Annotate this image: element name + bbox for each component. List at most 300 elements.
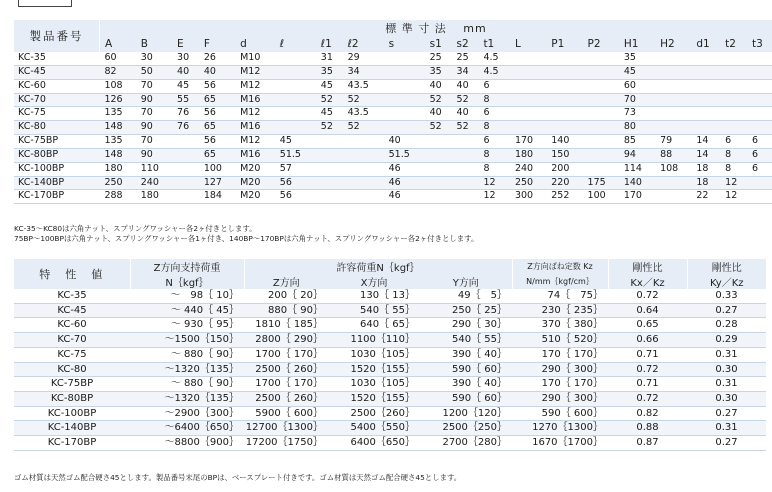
value-cell: 0.27 [687, 303, 766, 318]
dimension-cell: 25 [452, 52, 479, 65]
dimension-cell: 45 [316, 107, 343, 121]
product-number-cell: KC-75BP [14, 377, 130, 392]
value-cell: 590｛ 60｝ [420, 391, 512, 406]
value-cell: 590｛ 60｝ [420, 362, 512, 377]
dimension-cell: 250 [510, 176, 546, 190]
dimension-cell: 70 [136, 79, 172, 93]
dimension-cell: 252 [546, 190, 582, 204]
dimension-cell: 170 [619, 190, 655, 204]
dimension-cell: 57 [275, 162, 316, 176]
dim-column-header: E [172, 36, 199, 52]
value-cell: 390｛ 40｝ [420, 377, 512, 392]
dimension-cell: 288 [99, 190, 135, 204]
dimension-cell [583, 148, 619, 162]
table-row [14, 79, 772, 93]
table-row [14, 391, 766, 406]
dimension-cell [546, 52, 582, 65]
dimension-cell [691, 121, 720, 135]
dimension-cell: M20 [235, 162, 275, 176]
dimension-cell: 60 [99, 52, 135, 65]
dimension-cell [452, 176, 479, 190]
dimension-cell: 56 [275, 190, 316, 204]
value-cell: 0.88 [608, 421, 687, 436]
dimension-cell: 6 [478, 79, 510, 93]
dimension-cell: 170 [510, 135, 546, 149]
table-row [14, 362, 766, 377]
dimension-cell [747, 190, 772, 204]
dimension-cell [747, 93, 772, 107]
dimension-cell: 40 [425, 79, 452, 93]
dimension-cell [747, 121, 772, 135]
value-cell: 0.72 [608, 362, 687, 377]
spring-constant-header: Z方向ばね定数 Kz [512, 259, 608, 274]
value-cell: 0.82 [608, 406, 687, 421]
value-cell: 590｛ 600｝ [512, 406, 608, 421]
dimension-cell: 100 [199, 162, 235, 176]
dimension-cell: 34 [452, 65, 479, 79]
dimension-cell: 70 [136, 107, 172, 121]
dimension-cell [583, 65, 619, 79]
value-cell: ～ 880｛ 90｝ [130, 347, 244, 362]
dimension-cell: 175 [583, 176, 619, 190]
dimension-cell [583, 79, 619, 93]
value-cell: 0.66 [608, 333, 687, 348]
dimension-cell: 40 [172, 65, 199, 79]
dimension-cell [583, 121, 619, 135]
product-number-cell: KC-35 [14, 289, 130, 303]
dimension-cell: 8 [720, 148, 747, 162]
value-cell: ～ 98｛ 10｝ [130, 289, 244, 303]
dimension-cell [583, 52, 619, 65]
dimension-cell [655, 79, 691, 93]
value-cell: ～6400｛650｝ [130, 421, 244, 436]
dim-column-header: H1 [619, 36, 655, 52]
dimension-cell: 52 [452, 93, 479, 107]
dimension-cell: 46 [384, 176, 425, 190]
product-number-cell: KC-75 [14, 107, 99, 121]
ky-kz-header: Ky／Kz [687, 274, 766, 289]
dimension-cell: 56 [199, 79, 235, 93]
value-cell: 540｛ 55｝ [420, 333, 512, 348]
load-characteristics-table [14, 259, 766, 451]
allowable-load-header: 許容荷重N｛kgf｝ [244, 259, 512, 274]
dimension-cell [655, 52, 691, 65]
dimension-cell [747, 79, 772, 93]
value-cell: 0.28 [687, 318, 766, 333]
dimension-cell: 6 [720, 135, 747, 149]
dimension-cell [546, 79, 582, 93]
dimension-cell: 65 [199, 148, 235, 162]
dimension-cell: 150 [546, 148, 582, 162]
dimension-cell: 12 [720, 176, 747, 190]
dimension-cell: 79 [655, 135, 691, 149]
dimension-cell [655, 65, 691, 79]
dimension-cell [384, 107, 425, 121]
dimension-cell: 127 [199, 176, 235, 190]
product-number-cell: KC-100BP [14, 162, 99, 176]
dimension-cell: 240 [136, 176, 172, 190]
dimension-cell [316, 135, 343, 149]
value-cell: 2800｛ 290｝ [244, 333, 328, 348]
dimension-cell [172, 176, 199, 190]
value-cell: 2500｛ 260｝ [244, 362, 328, 377]
value-cell: 2500｛ 260｝ [244, 391, 328, 406]
value-cell: 0.33 [687, 289, 766, 303]
value-cell: 17200｛1750｝ [244, 436, 328, 451]
value-cell: ～1320｛135｝ [130, 391, 244, 406]
dimension-cell [384, 93, 425, 107]
dimension-cell: 40 [452, 107, 479, 121]
dimension-cell [691, 65, 720, 79]
spring-constant-unit: N/mm｛kgf/cm｝ [512, 274, 608, 289]
dimension-cell: 148 [99, 121, 135, 135]
table-row [14, 162, 772, 176]
value-cell: 5400｛550｝ [328, 421, 420, 436]
dimension-cell: 43.5 [343, 79, 384, 93]
value-cell: ～2900｛300｝ [130, 406, 244, 421]
value-cell: 0.31 [687, 421, 766, 436]
product-number-cell: KC-140BP [14, 176, 99, 190]
product-number-cell: KC-60 [14, 318, 130, 333]
table-row [14, 190, 772, 204]
allowable-y-header: Y方向 [420, 274, 512, 289]
dimension-cell [275, 121, 316, 135]
dimension-cell: 40 [452, 79, 479, 93]
table-row [14, 436, 766, 451]
table-row [14, 333, 766, 348]
dimension-cell [172, 162, 199, 176]
value-cell: 1810｛ 185｝ [244, 318, 328, 333]
dimension-cell: 40 [425, 107, 452, 121]
dimension-cell: 22 [691, 190, 720, 204]
dimension-cell: 6 [478, 107, 510, 121]
dimension-cell: 6 [747, 135, 772, 149]
dimension-cell: 94 [619, 148, 655, 162]
dim-column-header: P1 [546, 36, 582, 52]
dim-column-header: t3 [747, 36, 772, 52]
dimension-cell: 135 [99, 107, 135, 121]
dimension-cell: 52 [343, 93, 384, 107]
dimension-cell: 6 [478, 135, 510, 149]
dimension-cell: M20 [235, 190, 275, 204]
dimension-cell [510, 107, 546, 121]
value-cell: 74｛ 75｝ [512, 289, 608, 303]
product-number-cell: KC-45 [14, 65, 99, 79]
dimension-cell [720, 107, 747, 121]
value-cell: ～ 880｛ 90｝ [130, 377, 244, 392]
table-row [14, 107, 772, 121]
value-cell: 0.87 [608, 436, 687, 451]
dimension-cell: 52 [425, 93, 452, 107]
dimension-cell: 73 [619, 107, 655, 121]
dimension-cell [546, 107, 582, 121]
standard-dimensions-header: 標 準 寸 法 mm [99, 20, 772, 36]
dimension-cell: M16 [235, 93, 275, 107]
dimension-cell [452, 148, 479, 162]
dimension-cell [510, 93, 546, 107]
value-cell: 0.72 [608, 391, 687, 406]
dimension-cell: 55 [172, 93, 199, 107]
value-cell: 12700｛1300｝ [244, 421, 328, 436]
dimension-cell: 180 [99, 162, 135, 176]
dimension-cell: 140 [619, 176, 655, 190]
dimension-cell: 52 [425, 121, 452, 135]
value-cell: 1700｛ 170｝ [244, 347, 328, 362]
dimension-cell: 52 [452, 121, 479, 135]
dimension-cell [747, 107, 772, 121]
dimension-cell: 250 [99, 176, 135, 190]
dimension-cell [425, 135, 452, 149]
dimension-cell [275, 93, 316, 107]
dimension-cell: 52 [316, 121, 343, 135]
value-cell: 1030｛105｝ [328, 347, 420, 362]
dimension-cell [343, 148, 384, 162]
dimension-cell: 6 [747, 162, 772, 176]
stiffness-ratio-x-header: 剛性比 [608, 259, 687, 274]
dimension-cell: 46 [384, 190, 425, 204]
dim-column-header: A [99, 36, 135, 52]
value-cell: ～ 930｛ 95｝ [130, 318, 244, 333]
dimension-cell [583, 107, 619, 121]
dimension-cell: 300 [510, 190, 546, 204]
dimension-cell [425, 176, 452, 190]
dimension-cell [720, 121, 747, 135]
dimension-cell [384, 65, 425, 79]
product-number-cell: KC-140BP [14, 421, 130, 436]
product-number-cell: KC-60 [14, 79, 99, 93]
product-number-cell: KC-70 [14, 93, 99, 107]
value-cell: 1100｛110｝ [328, 333, 420, 348]
dimension-cell: 4.5 [478, 65, 510, 79]
value-cell: 1270｛1300｝ [512, 421, 608, 436]
dim-column-header: P2 [583, 36, 619, 52]
value-cell: 0.29 [687, 333, 766, 348]
dimension-cell: 180 [510, 148, 546, 162]
dimension-cell [546, 65, 582, 79]
value-cell: 390｛ 40｝ [420, 347, 512, 362]
value-cell: 0.30 [687, 391, 766, 406]
dimension-cell: 65 [199, 121, 235, 135]
value-cell: 1200｛120｝ [420, 406, 512, 421]
value-cell: 200｛ 20｝ [244, 289, 328, 303]
dimension-cell: 12 [720, 190, 747, 204]
dimension-cell: 56 [275, 176, 316, 190]
dimension-cell: 88 [655, 148, 691, 162]
dimension-cell: 29 [343, 52, 384, 65]
column-header-row [14, 36, 772, 52]
dim-column-header: d [235, 36, 275, 52]
dimension-cell [655, 190, 691, 204]
dimension-cell [691, 107, 720, 121]
value-cell: 5900｛ 600｝ [244, 406, 328, 421]
dimension-cell: 65 [199, 93, 235, 107]
dimension-cell: 180 [136, 190, 172, 204]
stiffness-ratio-y-header: 剛性比 [687, 259, 766, 274]
dimension-cell: 8 [478, 93, 510, 107]
dimension-cell [655, 121, 691, 135]
dimension-cell [425, 148, 452, 162]
dimension-cell [275, 79, 316, 93]
dimension-cell: 51.5 [275, 148, 316, 162]
dimension-cell [510, 52, 546, 65]
value-cell: 0.71 [608, 377, 687, 392]
product-number-cell: KC-100BP [14, 406, 130, 421]
value-cell: ～8800｛900｝ [130, 436, 244, 451]
dimension-cell [343, 135, 384, 149]
table-row [14, 176, 772, 190]
value-cell: 0.64 [608, 303, 687, 318]
dimension-cell: 14 [691, 148, 720, 162]
dimension-cell [583, 135, 619, 149]
dimension-cell: 85 [619, 135, 655, 149]
dim-column-header: B [136, 36, 172, 52]
value-cell: 0.65 [608, 318, 687, 333]
dimension-cell [172, 135, 199, 149]
value-cell: 0.31 [687, 377, 766, 392]
dimension-cell [452, 190, 479, 204]
value-cell: 290｛ 300｝ [512, 391, 608, 406]
table-row [14, 289, 766, 303]
value-cell: 540｛ 55｝ [328, 303, 420, 318]
product-number-cell: KC-80 [14, 121, 99, 135]
dimensions-note-line-1: KC-35～KC80は六角ナット、スプリングワッシャー各2ヶ付きとします。 [14, 224, 257, 233]
dimension-cell [655, 176, 691, 190]
dimension-cell: 8 [478, 121, 510, 135]
dimension-cell: 90 [136, 148, 172, 162]
table-row [14, 406, 766, 421]
dimension-cell [172, 148, 199, 162]
dimension-cell: 8 [720, 162, 747, 176]
table-row [14, 135, 772, 149]
dimension-cell: 51.5 [384, 148, 425, 162]
dimension-cell: 52 [316, 93, 343, 107]
value-cell: 640｛ 65｝ [328, 318, 420, 333]
value-cell: 290｛ 30｝ [420, 318, 512, 333]
dimension-cell: 45 [172, 79, 199, 93]
kx-kz-header: Kx／Kz [608, 274, 687, 289]
dimension-cell: 110 [136, 162, 172, 176]
dim-column-header: t1 [478, 36, 510, 52]
dimension-cell [655, 93, 691, 107]
product-number-cell: KC-70 [14, 333, 130, 348]
dimension-cell: 148 [99, 148, 135, 162]
dimension-cell [583, 162, 619, 176]
dimension-cell: 60 [619, 79, 655, 93]
dimension-cell: 12 [478, 176, 510, 190]
product-number-cell: KC-75BP [14, 135, 99, 149]
dimension-cell: 45 [619, 65, 655, 79]
dim-column-header: t2 [720, 36, 747, 52]
dim-column-header: d1 [691, 36, 720, 52]
dimension-cell: 8 [478, 148, 510, 162]
value-cell: 1520｛155｝ [328, 391, 420, 406]
dimension-cell: 35 [619, 52, 655, 65]
dimension-cell: 18 [691, 162, 720, 176]
table-row [14, 421, 766, 436]
table-row [14, 318, 766, 333]
dimension-cell: 184 [199, 190, 235, 204]
dimension-cell [720, 65, 747, 79]
value-cell: 0.72 [608, 289, 687, 303]
dimension-cell: 34 [343, 65, 384, 79]
dimension-cell [384, 79, 425, 93]
table-row [14, 303, 766, 318]
product-number-cell: KC-45 [14, 303, 130, 318]
dimension-cell: 240 [510, 162, 546, 176]
dimension-cell [452, 162, 479, 176]
dimension-cell [691, 52, 720, 65]
dimension-cell: M12 [235, 65, 275, 79]
value-cell: 49｛ 5｝ [420, 289, 512, 303]
dimension-cell [720, 79, 747, 93]
table-row [14, 148, 772, 162]
dimension-cell [316, 148, 343, 162]
z-support-load-unit: N｛kgf｝ [130, 274, 244, 289]
value-cell: 0.31 [687, 347, 766, 362]
value-cell: 0.27 [687, 406, 766, 421]
dimension-cell [275, 107, 316, 121]
dimensions-note [14, 224, 478, 244]
product-number-cell: KC-35 [14, 52, 99, 65]
value-cell: 1520｛155｝ [328, 362, 420, 377]
dimension-cell: M16 [235, 148, 275, 162]
load-table-body [14, 289, 766, 450]
dimension-cell: 80 [619, 121, 655, 135]
z-support-load-header: Z方向支持荷重 [130, 259, 244, 274]
dimension-cell: 56 [199, 107, 235, 121]
dimension-cell [275, 52, 316, 65]
value-cell: 1700｛ 170｝ [244, 377, 328, 392]
dimension-cell [384, 121, 425, 135]
dimension-cell [747, 176, 772, 190]
value-cell: 130｛ 13｝ [328, 289, 420, 303]
dimension-cell: 108 [655, 162, 691, 176]
dimension-cell [384, 52, 425, 65]
dimension-cell: 31 [316, 52, 343, 65]
value-cell: 170｛ 170｝ [512, 347, 608, 362]
dimension-cell [655, 107, 691, 121]
characteristics-header: 特 性 値 [14, 259, 130, 289]
dimension-cell [583, 93, 619, 107]
allowable-z-header: Z方向 [244, 274, 328, 289]
dimension-cell: M12 [235, 79, 275, 93]
dimension-cell: 135 [99, 135, 135, 149]
dimension-cell: 50 [136, 65, 172, 79]
dimension-cell: 30 [136, 52, 172, 65]
dim-column-header: s2 [452, 36, 479, 52]
dimension-cell: M12 [235, 135, 275, 149]
product-number-cell: KC-80BP [14, 391, 130, 406]
value-cell: ～1500｛150｝ [130, 333, 244, 348]
value-cell: 2500｛250｝ [420, 421, 512, 436]
dimensions-table-body [14, 52, 772, 204]
dimension-cell [691, 93, 720, 107]
product-number-cell: KC-170BP [14, 436, 130, 451]
dimension-cell: 14 [691, 135, 720, 149]
dimension-cell: 90 [136, 93, 172, 107]
dimension-cell: 46 [384, 162, 425, 176]
value-cell: 2500｛260｝ [328, 406, 420, 421]
dimension-cell: 200 [546, 162, 582, 176]
dimension-cell: 220 [546, 176, 582, 190]
table-row [14, 121, 772, 135]
value-cell: ～1320｛135｝ [130, 362, 244, 377]
value-cell: 510｛ 520｝ [512, 333, 608, 348]
product-number-cell: KC-170BP [14, 190, 99, 204]
dimension-cell: 126 [99, 93, 135, 107]
dim-column-header: F [199, 36, 235, 52]
dimension-cell [425, 162, 452, 176]
